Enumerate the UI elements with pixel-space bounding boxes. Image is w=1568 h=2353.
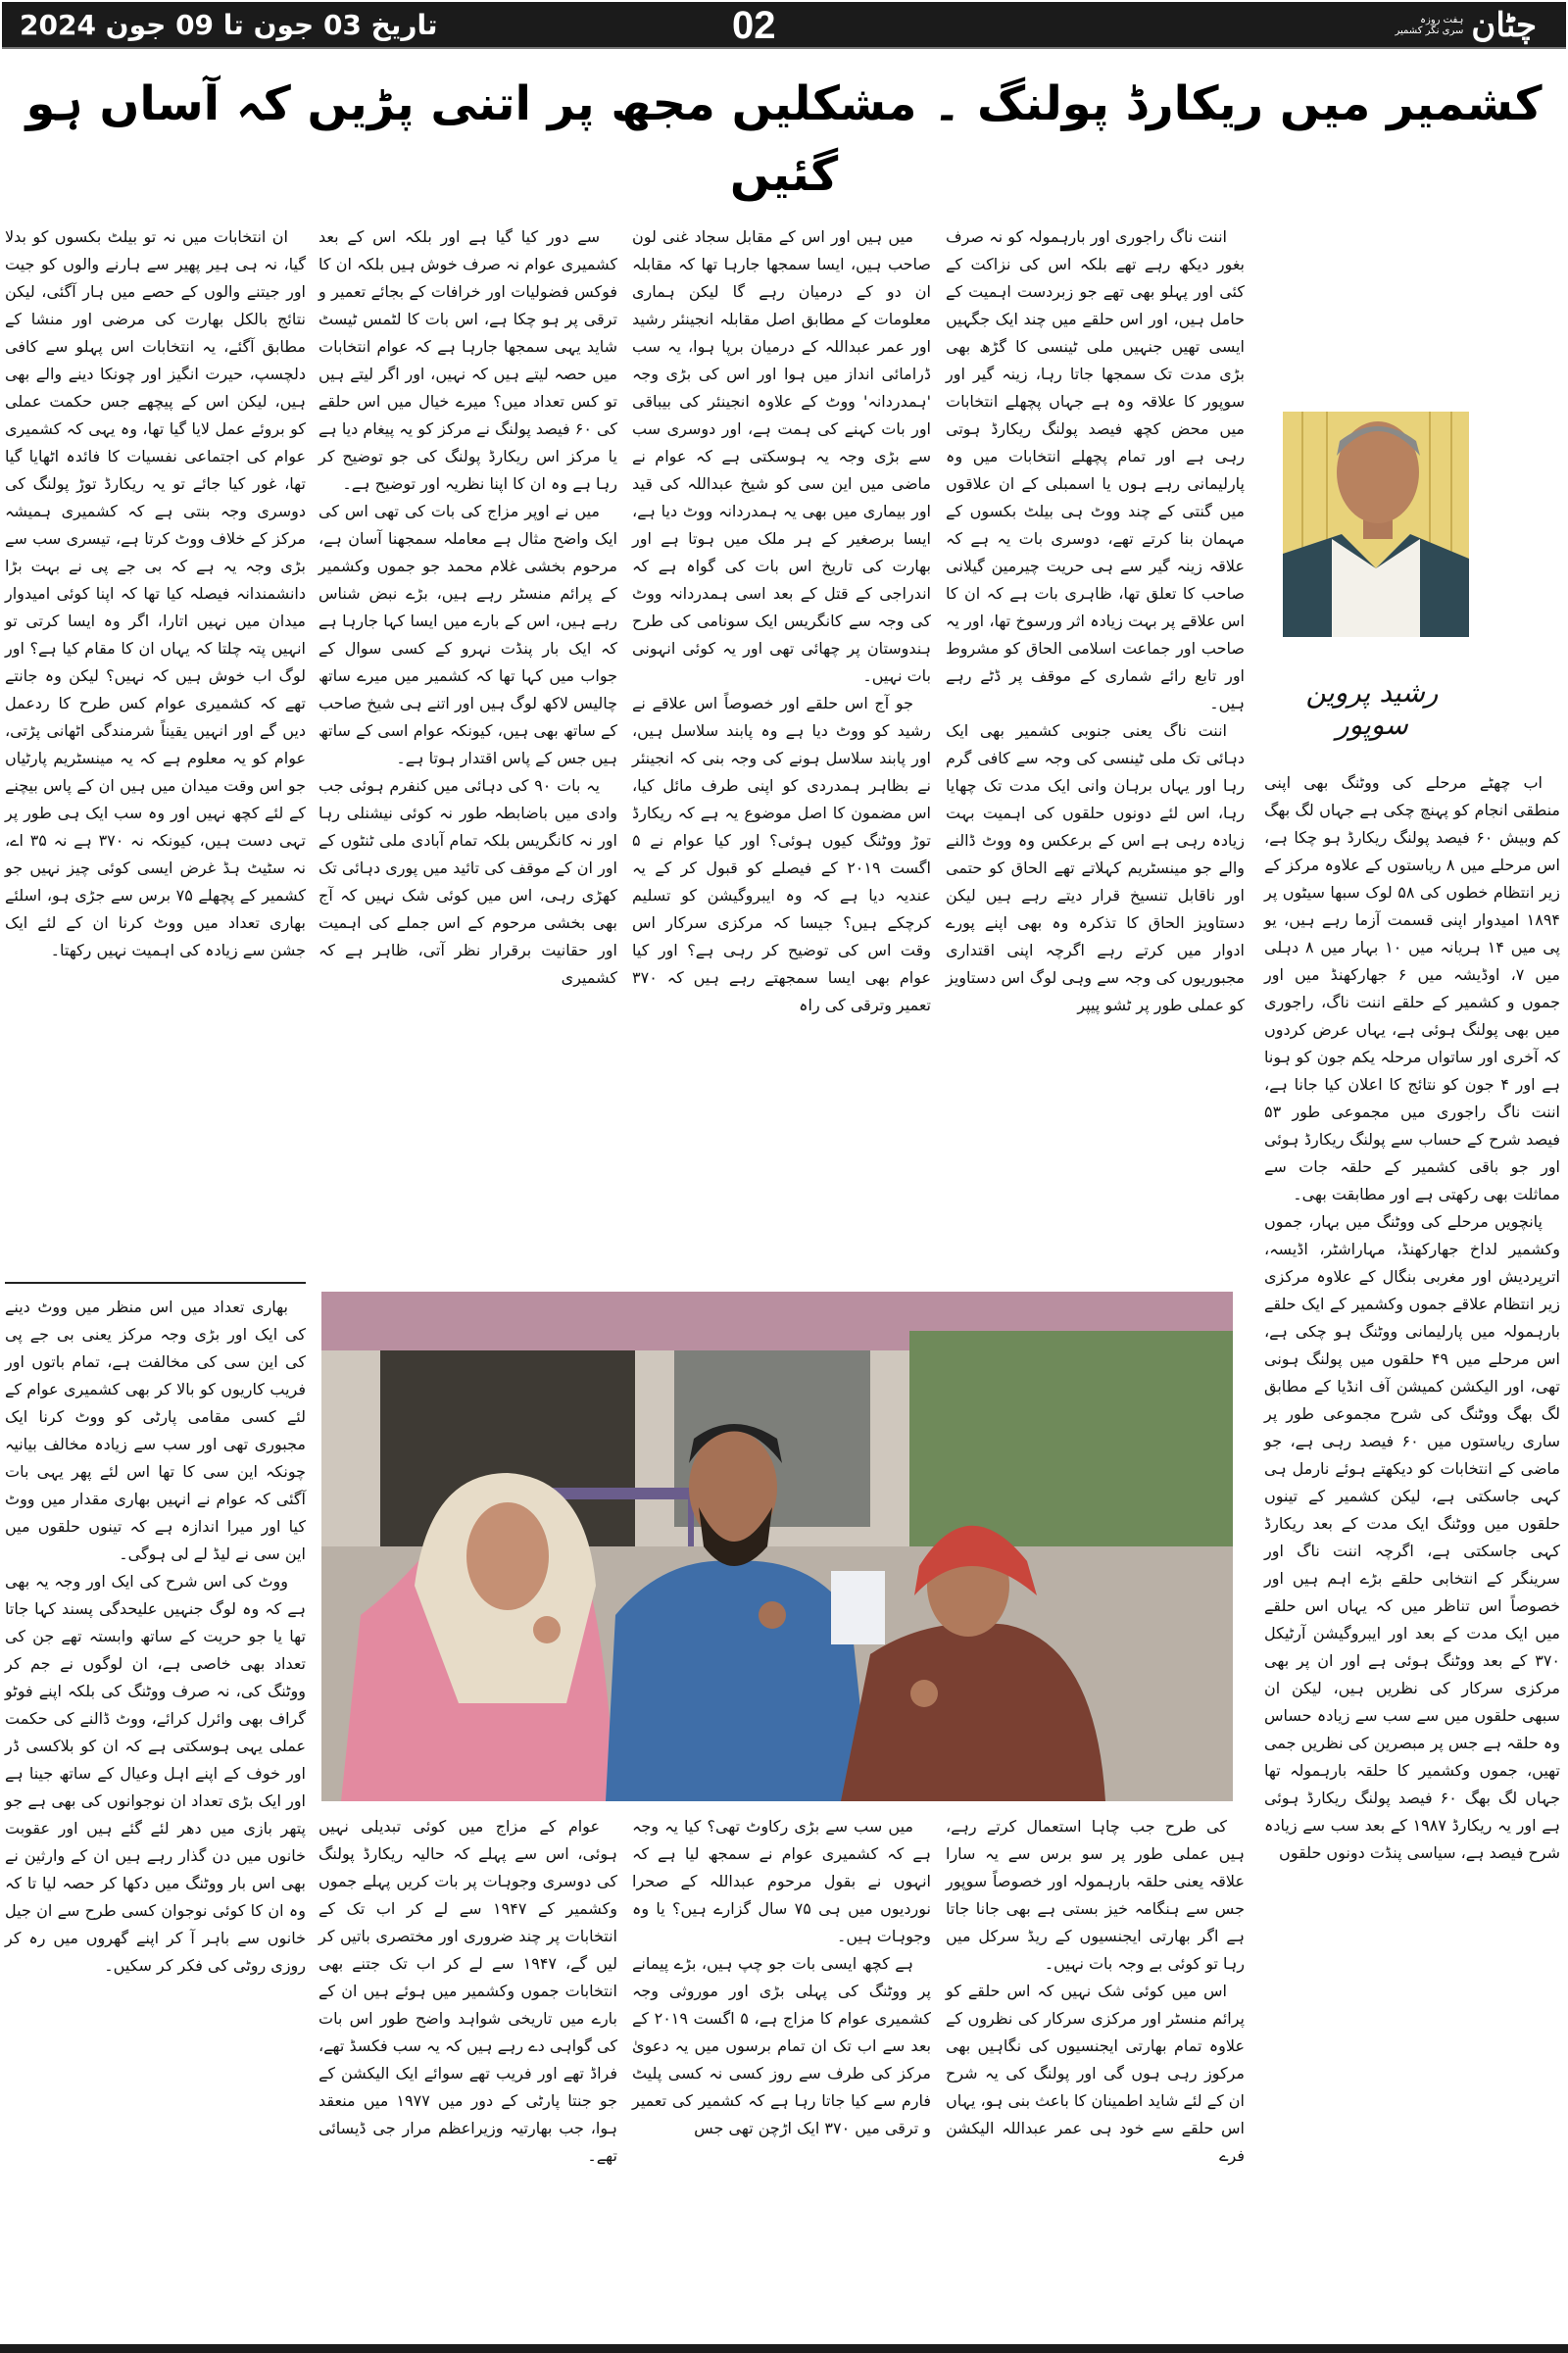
paragraph: ووٹ کی اس شرح کی ایک اور وجہ یہ بھی ہے کہ وہ لوگ جنہیں علیحدگی پسند کہا جاتا تھا یا جو حریت کے ساتھ وابستہ تھے جن کی تعداد بھی خاصی ہے، ان لوگوں نے جم کر ووٹنگ کی، نہ صرف ووٹنگ کی بلکہ اپنے فوٹو گراف بھی وائرل کرائے، ووٹ ڈالنے کی حکمت عملی یہی ہوسکتی ہے کہ ان کو بلاکسی ڈر اور خوف کے اپنے اہل وعیال کے ساتھ جینا ہے اور ایک بڑی تعداد ان نوجوانوں کی بھی ہے جو پتھر بازی میں دھر لئے گئے ہیں اور عقوبت خانوں میں دن گذار رہے ہیں ان کے وارثین نے بھی اس بار ووٹنگ میں دکھا کر حصہ لیا تا کہ وہ ان کا کوئی نوجوان کسی طرح سے ان جیل خانوں سے باہر آ کر اپنے گھروں میں رہ کر روزی روٹی کی فکر کر سکیں۔ <box>5 1572 306 1975</box>
paragraph: اس میں کوئی شک نہیں کہ اس حلقے کو پرائم منسٹر اور مرکزی سرکار کی نظروں کے علاوہ تمام بھارتی ایجنسیوں کی نگاہیں بھی مرکوز رہی ہوں گی اور پولنگ کی یہ شرح ان کے لئے شاید اطمینان کا باعث بنی ہو، یہاں اس حلقے سے خود ہی عمر عبداللہ الیکشن فرے <box>946 1982 1245 2165</box>
column-3-bottom <box>632 1813 931 2142</box>
article-headline: کشمیر میں ریکارڈ پولنگ ۔ مشکلیں مجھ پر اتنی پڑیں کہ آساں ہو گئیں <box>25 76 1543 202</box>
column-1 <box>1264 769 1560 1867</box>
paragraph: کی طرح جب چاہا استعمال کرتے رہے، ہیں عملی طور پر سو برس سے یہ سارا علاقہ یعنی حلقہ بارہمولہ اور خصوصاً سوپور جس سے ہنگامہ خیز بستی ہے بھی جانا جاتا ہے اگر بھارتی ایجنسیوں کے ریڈ سرکل میں رہا تو کوئی بے وجہ بات نہیں۔ <box>946 1817 1245 1973</box>
column-divider <box>5 1282 306 1284</box>
paragraph: اننت ناگ یعنی جنوبی کشمیر بھی ایک دہائی تک ملی ٹینسی کی وجہ سے کافی گرم رہا اور یہاں برہان وانی ایک مدت تک چھایا رہا، اس لئے دونوں حلقوں کی اہمیت بہت زیادہ رہی ہے اس کے برعکس وہ ووٹ ڈالنے والے جو مینسٹریم کہلاتے تھے الحاق کو حتمی اور ناقابل تنسیخ قرار دیتے رہے ہیں لیکن دستاویز الحاق کا تذکرہ وہ بھی اپنے پورے ادوار میں کرتے رہے اگرچہ اپنی اقتداری مجبوریوں کی وجہ سے وہی لوگ اس دستاویز کو عملی طور پر ٹشو پیپر <box>946 721 1245 1014</box>
paragraph: اب چھٹے مرحلے کی ووٹنگ بھی اپنی منطقی انجام کو پہنچ چکی ہے جہاں لگ بھگ کم وبیش ۶۰ فیصد پولنگ ریکارڈ ہو چکا ہے، اس مرحلے میں ۸ ریاستوں کے علاوہ مرکز کے زیر انتظام خطوں کی ۵۸ لوک سبھا سیٹوں پر ۱۸۹۴ امیدوار اپنی قسمت آزما رہے ہیں، یو پی میں ۱۴ ہریانہ میں ۱۰ بہار میں ۸ دہلی میں ۷، اوڈیشہ میں ۶ جھارکھنڈ میں اور جموں و کشمیر کے حلقے اننت ناگ، راجوری میں بھی پولنگ ہوئی ہے، یہاں عرض کردوں کہ آخری اور ساتواں مرحلہ یکم جون کو ہونا ہے اور ۴ جون کو نتائج کا اعلان کیا جانا ہے، اننت ناگ راجوری میں مجموعی طور ۵۳ فیصد شرح کے حساب سے پولنگ ریکارڈ ہوئی اور جو باقی کشمیر کے حلقہ جات سے مماثلت بھی رکھتی ہے اور مطابقت بھی۔ <box>1264 773 1561 1203</box>
column-2-bottom <box>946 1813 1245 2170</box>
column-4-bottom <box>318 1813 617 2170</box>
paragraph: عوام کے مزاج میں کوئی تبدیلی نہیں ہوئی، اس سے پہلے کہ حالیہ ریکارڈ پولنگ کی دوسری وجوہات پر بات کریں پہلے جموں وکشمیر کے ۱۹۴۷ سے لے کر اب تک کے انتخابات پر چند ضروری اور مختصری باتیں کر لیں گے، ۱۹۴۷ سے لے کر اب تک جتنے بھی انتخابات جموں وکشمیر میں ہوئے ہیں ان کے بارے میں تاریخی شواہد واضح طور اس بات کی گواہی دے رہے ہیں کہ یہ سب فکسڈ تھے، فراڈ تھے اور فریب تھے سوائے ایک الیکشن کے جو جنتا پارٹی کے دور میں ۱۹۷۷ میں منعقد ہوا، جب بھارتیہ وزیراعظم مرار جی ڈیسائی تھے۔ <box>318 1817 618 2165</box>
paragraph: ہے کچھ ایسی بات جو چپ ہیں، بڑے پیمانے پر ووٹنگ کی پہلی بڑی اور موروثی وجہ کشمیری عوام کا مزاج ہے، ۵ اگست ۲۰۱۹ کے بعد سے اب تک ان تمام برسوں میں یہ دعویٰ مرکز کی طرف سے روز کسی نہ کسی پلیٹ فارم سے کیا جاتا رہا ہے کہ کشمیر کی تعمیر و ترقی میں ۳۷۰ ایک اڑچن تھی جس <box>632 1954 931 2137</box>
paragraph: یہ بات ۹۰ کی دہائی میں کنفرم ہوئی جب وادی میں باضابطہ طور نہ کوئی نیشنلی رہا اور نہ کانگریس بلکہ تمام آبادی ملی ٹنٹوں کے اور ان کے موقف کی تائید میں پوری دہائی تک کھڑی رہی، اس میں کوئی شک نہیں کہ آج بھی بخشی مرحوم کے اس جملے کی اہمیت اور حقانیت برقرار نظر آتی، ظاہر ہے کہ کشمیری <box>318 776 617 987</box>
issue-date: تاریخ 03 جون تا 09 جون 2024 <box>20 9 438 41</box>
paragraph: میں نے اوپر مزاج کی بات کی تھی اس کی ایک واضح مثال ہے معاملہ سمجھنا آسان ہے، مرحوم بخشی غلام محمد جو جموں وکشمیر کے پرائم منسٹر رہے ہیں، بڑے نبض شناس رہے ہیں، اس کے بارے میں ایسا کہا جارہا ہے کہ ایک بار پنڈت نہرو کے کسی سوال کے جواب میں کہا تھا کہ کشمیر میں میرے ساتھ چالیس لاکھ لوگ ہیں اور اتنے ہی شیخ صاحب کے ساتھ بھی ہیں، کیونکہ عوام اسی کے ساتھ ہیں جس کے پاس اقتدار ہوتا ہے۔ <box>318 502 617 767</box>
paragraph: میں ہیں اور اس کے مقابل سجاد غنی لون صاحب ہیں، ایسا سمجھا جارہا تھا کہ مقابلہ ان دو کے درمیان رہے گا لیکن ہماری معلومات کے مطابق اصل مقابلہ انجینئر رشید اور عمر عبداللہ کے درمیان برپا ہوا، یہ سب ڈرامائی انداز میں ہوا اور اس کی بڑی وجہ 'ہمدردانہ' ووٹ کے علاوہ انجینئر کی بیباقی اور بات کہنے کی ہمت ہے، اور دوسری سب سے بڑی وجہ یہ ہوسکتی ہے کہ عوام نے ماضی میں این سی کو شیخ عبداللہ کی قید اور بیماری میں بھی یہ ہمدردانہ ووٹ دیا ہے، ایسا برصغیر کے ہر ملک میں ہوتا ہے اور بھارت کی تاریخ اس بات کی گواہ ہے کہ اندراجی کے قتل کے بعد اسی ہمدردانہ ووٹ کی وجہ سے کانگریس ایک سونامی کی طرح ہندوستان پر چھائی تھی اور یہ کوئی انہونی بات نہیں۔ <box>632 227 931 685</box>
logo-place: سری نگر کشمیر <box>1395 25 1464 36</box>
paragraph: میں سب سے بڑی رکاوٹ تھی؟ کیا یہ وجہ ہے کہ کشمیری عوام نے سمجھ لیا ہے کہ انہوں نے بقول مرحوم عبداللہ کے صحرا نوردیوں میں ہی ۷۵ سال گزارے ہیں؟ یا وہ وجوہات ہیں۔ <box>632 1817 931 1945</box>
author-photo <box>1283 412 1469 637</box>
column-3-top <box>632 223 931 1019</box>
paragraph: بھاری تعداد میں اس منظر میں ووٹ دینے کی ایک اور بڑی وجہ مرکز یعنی بی جے پی کی این سی کی مخالفت ہے، تمام باتوں اور فریب کاریوں کو بالا کر بھی کشمیری عوام کے لئے کسی مقامی پارٹی کو ووٹ کرنا ایک مجبوری تھی اور سب سے زیادہ مخالف بیانیہ چونکہ این سی کا تھا اس لئے پھر یہی بات آگئی کہ عوام نے انہیں بھاری مقدار میں ووٹ کیا اور میرا اندازہ ہے کہ تینوں حلقوں میں این سی نے لیڈ لے لی ہوگی۔ <box>5 1298 306 1563</box>
paragraph: پانچویں مرحلے کی ووٹنگ میں بہار، جموں وکشمیر لداخ جھارکھنڈ، مہاراشٹر، اڈیسہ، اترپردیش اور مغربی بنگال کے علاوہ مرکزی زیر انتظام علاقے جموں وکشمیر کے ایک حلقے بارہمولہ میں پارلیمانی ووٹنگ ہو چکی ہے، اس مرحلے میں ۴۹ حلقوں میں پولنگ ہونی تھی، اور الیکشن کمیشن آف انڈیا کے مطابق لگ بھگ ووٹنگ کی شرح مجموعی طور پر ساری ریاستوں میں ۶۰ فیصد رہی ہے، جو ماضی کے انتخابات کو دیکھتے ہوئے نارمل ہی کہی جاسکتی ہے، لیکن کشمیر کے تینوں حلقوں میں ووٹنگ ایک مدت کے بعد ریکارڈ کہی جاسکتی ہے، اگرچہ اننت ناگ اور سرینگر کے انتخابی حلقے بڑے اہم ہیں اور خصوصاً اس تناظر میں کہ یہاں اس حلقے میں ایک مدت کے بعد اور ایبروگیشن آرٹیکل ۳۷۰ کے بعد ووٹنگ ہوئی ہے اور ان پر بھی مرکزی سرکار کی نظریں ہیں، لیکن ان سبھی حلقوں میں سے سب سے زیادہ حساس وہ حلقہ ہے جس پر مبصرین کی نظریں جمی تھیں، جموں وکشمیر کا حلقہ بارہمولہ تھا جہاں لگ بھگ ۶۰ فیصد پولنگ ریکارڈ ہوئی ہے اور یہ ریکارڈ ۱۹۸۷ کے بعد سب سے زیادہ شرح فیصد ہے، سیاسی پنڈت دونوں حلقوں <box>1264 1212 1560 1862</box>
column-5-top <box>5 223 306 964</box>
logo-text: چٹان <box>1471 6 1537 45</box>
footer-bar <box>0 2344 1568 2353</box>
paragraph: ان انتخابات میں نہ تو بیلٹ بکسوں کو بدلا گیا، نہ ہی ہیر پھیر سے ہارنے والوں کو جیت اور جیتنے والوں کے حصے میں ہار آگئی، لیکن نتائج بالکل بھارت کی مرضی اور منشا کے مطابق آگئے، یہ انتخابات اس پہلو سے کافی دلچسپ، حیرت انگیز اور چونکا دینے والے بھی ہیں، لیکن اس کے پیچھے جس حکمت عملی کو بروئے عمل لایا گیا تھا، وہ یہی کہ کشمیری عوام کی اجتماعی نفسیات کا فائدہ اٹھایا گیا تھا، غور کیا جائے تو یہ ریکارڈ توڑ پولنگ کی دوسری وجہ بنتی ہے کہ کشمیری ہمیشہ مرکز کے خلاف ووٹ کرتا ہے، تیسری سب سے بڑی وجہ یہ ہے کہ بی جے پی نے بہت بڑا دانشمندانہ فیصلہ کیا تھا کہ اپنا کوئی امیدوار میدان میں نہیں اتارا، اگر وہ ایسا کرتی تو انہیں پتہ چلتا کہ یہاں ان کا مقام کیا ہے؟ اور لوگ اب خوش ہیں کہ نہیں؟ لیکن وہ جانتے تھے کہ کشمیری عوام کس طرح کا ردعمل دیں گے اور انہیں یقیناً شرمندگی اٹھانی پڑتی، عوام کو یہ معلوم ہے کہ یہ مینسٹریم پارٹیاں جو اس وقت میدان میں ہیں ان کے پاس بیچنے کے لئے کچھ نہیں اور وہ سب ایک ہی طور پر تہی دست ہیں، کیونکہ نہ ۳۷۰ ہے نہ ۳۵ اے، نہ سٹیٹ ہڈ غرض ایسی کوئی چیز نہیں جو کشمیر کے پچھلے ۷۵ برس سے جڑی ہو، اسلئے بھاری تعداد میں ووٹ کرنا ان کے لئے ایک جشن سے زیادہ کی اہمیت نہیں رکھتا۔ <box>5 227 307 959</box>
author-byline: رشید پروین سوپور <box>1305 676 1439 741</box>
newspaper-logo <box>1395 2 1537 49</box>
voters-photo <box>321 1292 1233 1801</box>
paragraph: اننت ناگ راجوری اور بارہمولہ کو نہ صرف بغور دیکھ رہے تھے بلکہ اس کی نزاکت کے کئی اور پہلو بھی تھے جو زبردست اہمیت کے حامل ہیں، اور اس حلقے میں چند ایک جگہیں ایسی تھیں جنہیں ملی ٹینسی کا گڑھ بھی بڑی مدت تک سمجھا جاتا رہا، زینہ گیر اور سوپور کا علاقہ وہ ہے جہاں پچھلے انتخابات میں محض کچھ فیصد پولنگ ریکارڈ ہوتی رہی ہے اور تمام پچھلے انتخابات میں وہ پارلیمانی رہے ہوں یا اسمبلی کے ان علاقوں میں گنتی کے چند ووٹ ہی بیلٹ بکسوں کے مہمان بنا کرتے تھے، دوسری بات یہ ہے کہ علاقہ زینہ گیر سے ہی حریت چیرمین گیلانی صاحب کا تعلق تھا، ظاہری بات ہے کہ ان کا اس علاقے پر بہت زیادہ اثر ورسوخ تھا، اور یہ صاحب اور جماعت اسلامی الحاق کو مشروط اور تابع رائے شماری کے موقف پر ڈٹے رہے ہیں۔ <box>946 227 1245 712</box>
column-5-bottom <box>5 1294 306 1980</box>
paragraph: سے دور کیا گیا ہے اور بلکہ اس کے بعد کشمیری عوام نہ صرف خوش ہیں بلکہ ان کا فوکس فضولیات اور خرافات کے بجائے تعمیر و ترقی پر ہو چکا ہے، اس بات کا لٹمس ٹیسٹ شاید یہی سمجھا جارہا ہے کہ عوام انتخابات میں حصہ لیتے ہیں کہ نہیں، اور اگر لیتے ہیں تو کس تعداد میں؟ میرے خیال میں اس حلقے کی ۶۰ فیصد پولنگ نے مرکز کو یہ پیغام دیا ہے یا مرکز اس ریکارڈ پولنگ کی جو توضیح کر رہا ہے وہ ان کا اپنا نظریہ اور توضیح ہے۔ <box>318 227 617 493</box>
logo-tagline: ہفت روزہ <box>1420 15 1464 25</box>
masthead-bar <box>2 2 1566 49</box>
paragraph: جو آج اس حلقے اور خصوصاً اس علاقے نے رشید کو ووٹ دیا ہے وہ پابند سلاسل ہیں، اور پابند سلاسل ہونے کی وجہ بنی کہ انجینئر نے بظاہر ہمدردی کو اپنی طرف مائل کیا، اس مضمون کا اصل موضوع یہ ہے کہ ریکارڈ توڑ ووٹنگ کیوں ہوئی؟ اور کیا عوام نے ۵ اگست ۲۰۱۹ کے فیصلے کو قبول کر کے یہ عندیہ دیا ہے کہ وہ ایبروگیشن کو تسلیم کرچکے ہیں؟ جیسا کہ مرکزی سرکار اس وقت اس کی توضیح کر رہی ہے؟ اور کیا عوام بھی ایسا سمجھتے رہے ہیں کہ ۳۷۰ تعمیر وترقی کی راہ <box>632 694 931 1014</box>
page-number: 02 <box>732 4 776 47</box>
column-2-top <box>946 223 1245 1019</box>
column-4-top <box>318 223 617 992</box>
